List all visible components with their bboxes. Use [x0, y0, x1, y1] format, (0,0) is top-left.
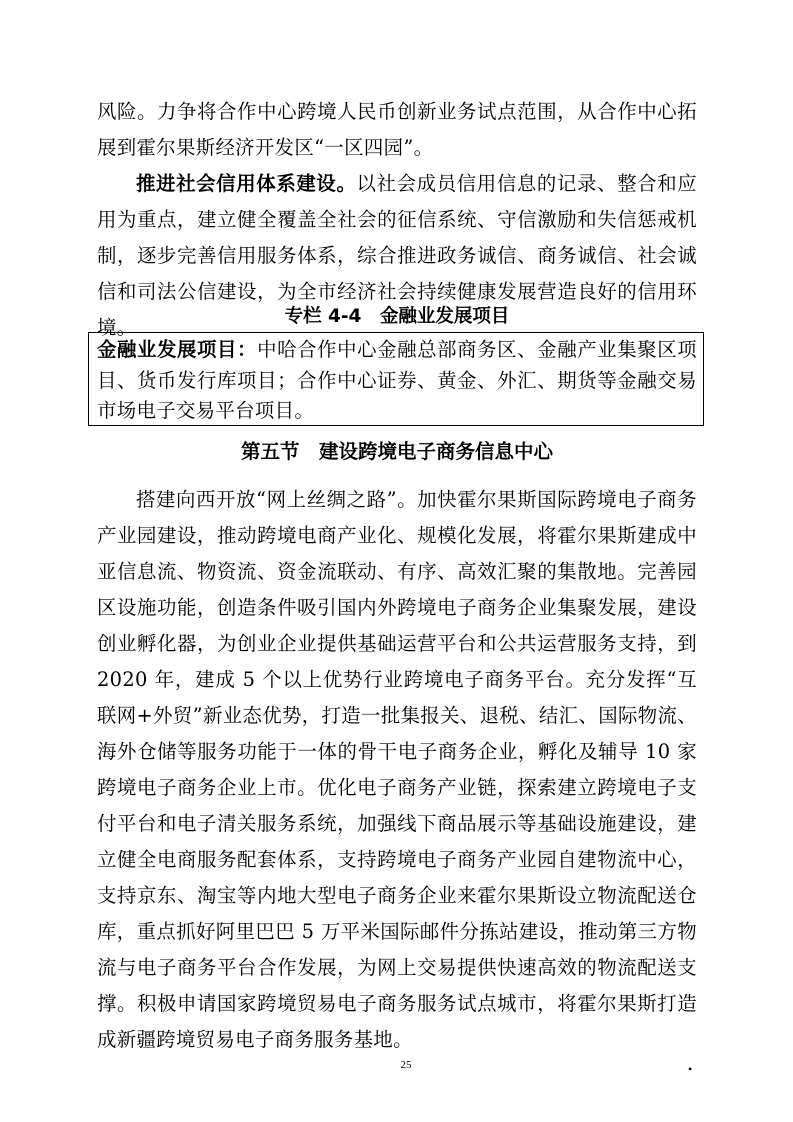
- paragraph-body: 以社会成员信用信息的记录、整合和应用为重点，建立健全覆盖全社会的征信系统、守信激励和失信惩戒机制，逐步完善信用服务体系，综合推进政务诚信、商务诚信、社会诚信和司法公信建设，为全市经济社会持续健康发展营造良好的信用环境。: [97, 172, 697, 339]
- column-box: [88, 332, 704, 426]
- column-content: [97, 335, 697, 427]
- footer-dot: •: [688, 1062, 693, 1076]
- column-body: 中哈合作中心金融总部商务区、金融产业集聚区项目、货币发行库项目；合作中心证券、黄金、外汇、期货等金融交易市场电子交易平台项目。: [97, 338, 697, 422]
- page-number: 25: [400, 1059, 412, 1071]
- paragraph-risk-continuation: 风险。力争将合作中心跨境人民币创新业务试点范围，从合作中心拓展到霍尔果斯经济开发区“一区四园”。: [97, 100, 697, 159]
- section-title: 第五节 建设跨境电子商务信息中心: [240, 440, 553, 463]
- paragraph-lead-heading: 推进社会信用体系建设。: [136, 172, 357, 195]
- paragraph-ecommerce: 搭建向西开放“网上丝绸之路”。加快霍尔果斯国际跨境电子商务产业园建设，推动跨境电商产业化、规模化发展，将霍尔果斯建成中亚信息流、物资流、资金流联动、有序、高效汇聚的集散地。完善园区设施功能，创造条件吸引国内外跨境电子商务企业集聚发展，建设创业孵化器，为创业企业提供基础运营平台和公共运营服务支持，到 2020 年，建成 5 个以上优势行业跨境电子商务平台。充分发挥“互联网+外贸”新业态优势，打造一批集报关、退税、结汇、国际物流、海外仓储等服务功能于一体的骨干电子商务企业，孵化及辅导 10 家跨境电子商务企业上市。优化电子商务产业链，探索建立跨境电子支付平台和电子清关服务系统，加强线下商品展示等基础设施建设，建立健全电商服务配套体系，支持跨境电子商务产业园自建物流中心，支持京东、淘宝等内地大型电子商务企业来霍尔果斯设立物流配送仓库，重点抓好阿里巴巴 5 万平米国际邮件分拣站建设，推动第三方物流与电子商务平台合作发展，为网上交易提供快速高效的物流配送支撑。积极申请国家跨境贸易电子商务服务试点城市，将霍尔果斯打造成新疆跨境贸易电子商务服务基地。: [97, 488, 697, 1051]
- column-title: 专栏 4-4 金融业发展项目: [284, 306, 510, 327]
- column-label: 金融业发展项目：: [97, 338, 258, 361]
